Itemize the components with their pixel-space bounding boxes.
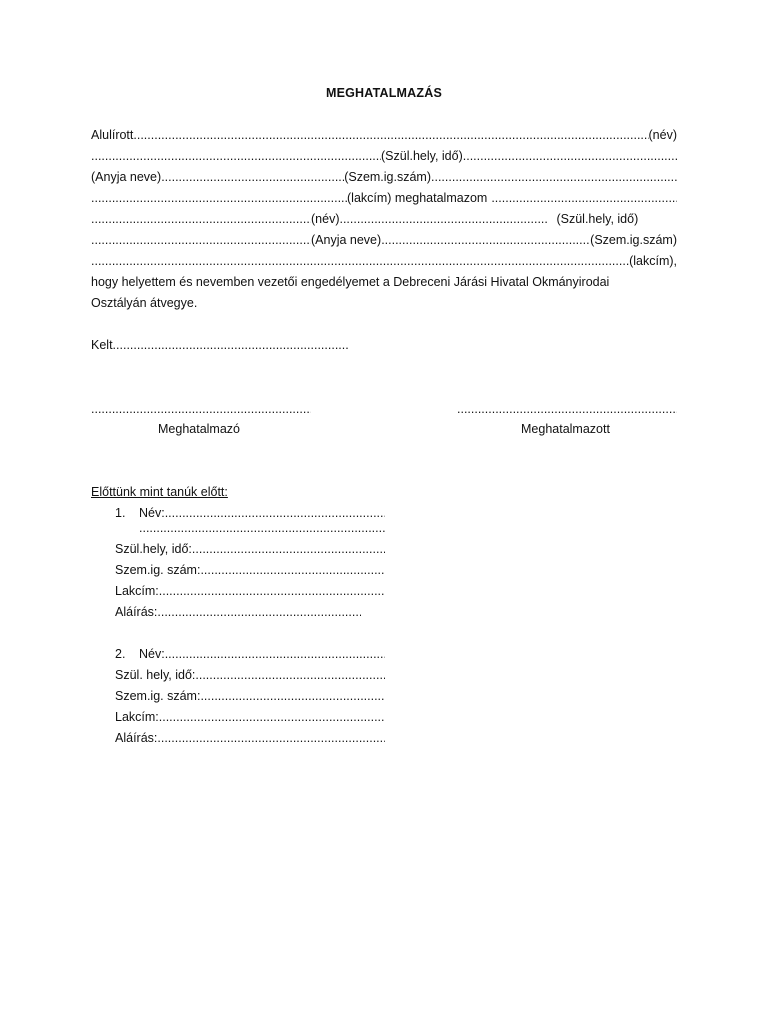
witness1-address-line	[115, 584, 385, 600]
fill-line	[91, 191, 347, 205]
witness2-address-line	[115, 710, 385, 726]
fill-line	[91, 254, 629, 268]
body-text-line: hogy helyettem és nevemben vezetői engedélyemet a Debreceni Járási Hivatal Okmányirodai	[91, 275, 610, 289]
fill-line	[91, 233, 311, 247]
fill-line	[339, 212, 548, 226]
label-alairas: Aláírás:	[115, 605, 158, 619]
label-nev: Név:	[139, 506, 165, 520]
label-szem-ig-szam: Szem.ig. szám:	[115, 563, 201, 577]
label-kelt: Kelt	[91, 338, 113, 352]
label-szul-hely: (Szül.hely, idő)	[381, 149, 463, 163]
fill-line	[431, 170, 677, 184]
label-szul-hely: Szül. hely, idő:	[115, 668, 196, 682]
label-anyja-neve: (Anyja neve)	[311, 233, 382, 247]
fill-line	[139, 521, 385, 535]
witness1-name-line-2	[139, 521, 385, 537]
document-title: MEGHATALMAZÁS	[325, 86, 442, 100]
line-principal-birth	[91, 149, 677, 165]
signature-line-principal	[91, 402, 311, 418]
fill-line	[463, 149, 677, 163]
label-alairas: Aláírás:	[115, 731, 158, 745]
label-lakcim-meghatalmazom: (lakcím) meghatalmazom	[347, 191, 488, 205]
witness1-birth-line	[115, 542, 385, 558]
fill-line	[161, 170, 344, 184]
fill-line	[91, 149, 381, 163]
label-lakcim: (lakcím),	[629, 254, 677, 268]
witness1-number: 1.	[115, 506, 126, 520]
label-lakcim: Lakcím:	[115, 710, 159, 724]
witness2-id-line	[115, 689, 385, 705]
label-szem-ig-szam: (Szem.ig.szám)	[344, 170, 432, 184]
label-anyja-neve: (Anyja neve)	[91, 170, 162, 184]
label-lakcim: Lakcím:	[115, 584, 159, 598]
fill-line	[133, 128, 648, 142]
witness2-birth-line	[115, 668, 385, 684]
label-szem-ig-szam: (Szem.ig.szám)	[590, 233, 677, 247]
signature-line-agent	[457, 402, 677, 418]
label-szul-hely: Szül.hely, idő:	[115, 542, 192, 556]
label-szem-ig-szam: Szem.ig. szám:	[115, 689, 201, 703]
fill-line	[165, 647, 385, 661]
fill-line	[159, 710, 385, 724]
fill-line	[157, 731, 385, 745]
fill-line	[200, 689, 385, 703]
label-nev: (név)	[311, 212, 340, 226]
label-meghatalmazott: Meghatalmazott	[521, 422, 610, 436]
line-principal-address	[91, 191, 677, 207]
fill-line	[381, 233, 590, 247]
fill-line	[91, 212, 311, 226]
fill-line	[113, 338, 349, 352]
witness1-id-line	[115, 563, 385, 579]
label-szul-hely: (Szül.hely, idő)	[556, 212, 639, 226]
fill-line	[157, 605, 361, 619]
label-alulirott: Alulírott	[91, 128, 134, 142]
witness1-name-line	[115, 506, 385, 522]
fill-line	[195, 668, 385, 682]
line-agent-name	[91, 212, 677, 228]
line-kelt	[91, 338, 349, 354]
fill-line	[159, 584, 385, 598]
witness1-signature-line	[115, 605, 361, 621]
fill-line	[192, 542, 385, 556]
line-principal-mother	[91, 170, 677, 186]
line-agent-address	[91, 254, 677, 270]
witness2-number: 2.	[115, 647, 126, 661]
label-nev: (név)	[648, 128, 677, 142]
fill-line	[165, 506, 385, 520]
fill-line	[491, 191, 677, 205]
label-nev: Név:	[139, 647, 165, 661]
witness-heading: Előttünk mint tanúk előtt:	[91, 485, 228, 499]
witness2-signature-line	[115, 731, 385, 747]
fill-line	[200, 563, 385, 577]
label-meghatalmazo: Meghatalmazó	[158, 422, 240, 436]
line-agent-mother	[91, 233, 677, 249]
witness2-name-line	[115, 647, 385, 663]
line-principal-name	[91, 128, 677, 144]
body-text-line: Osztályán átvegye.	[91, 296, 198, 310]
